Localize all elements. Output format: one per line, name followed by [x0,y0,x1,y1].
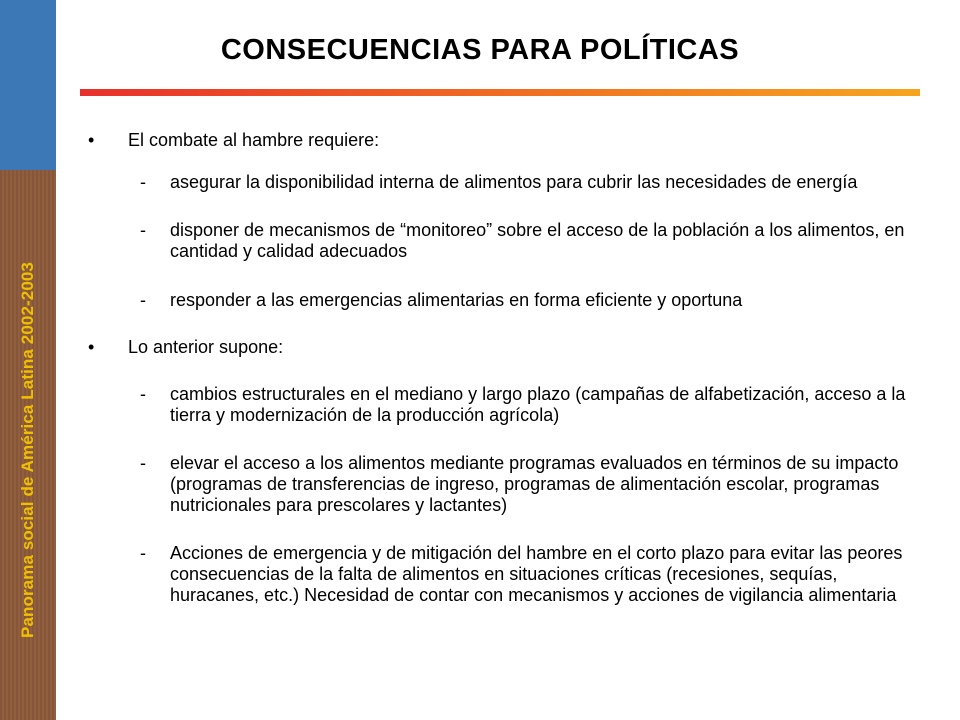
bullet-item [88,337,928,358]
sub-item [88,543,928,606]
sub-item [88,290,928,311]
sub-dash: - [140,220,146,240]
sub-item-text: asegurar la disponibilidad interna de alimentos para cubrir las necesidades de energía [170,172,858,192]
bullet-item [88,130,928,151]
sub-item-text: elevar el acceso a los alimentos mediante programas evaluados en términos de su impacto (programas de transferencias de ingreso, programas de alimentación escolar, programas nutricionales para prescolares y lactantes) [170,453,899,515]
sidebar-accent-block [0,0,56,170]
sidebar-label: Panorama social de América Latina 2002-2003 [18,262,37,638]
sidebar [0,0,56,720]
sub-item-text: Acciones de emergencia y de mitigación del hambre en el corto plazo para evitar las peores consecuencias de la falta de alimentos en situaciones críticas (recesiones, sequías, huracanes, etc.) Necesidad de contar con mecanismos y acciones de vigilancia alimentaria [170,543,903,605]
sub-item [88,384,928,426]
title-underline-bar [80,89,920,96]
sub-dash: - [140,543,146,563]
sub-item-text: responder a las emergencias alimentarias en forma eficiente y oportuna [170,290,743,310]
sub-item [88,453,928,516]
sub-dash: - [140,290,146,310]
bullet-dot: • [88,337,95,357]
bullet-dot: • [88,130,95,150]
slide-content [88,130,928,606]
sub-item-text: cambios estructurales en el mediano y largo plazo (campañas de alfabetización, acceso a la tierra y modernización de la producción agrícola) [170,384,906,425]
bullet-heading: Lo anterior supone: [128,337,284,357]
sub-item-text: disponer de mecanismos de “monitoreo” sobre el acceso de la población a los alimentos, en cantidad y calidad adecuados [170,220,905,261]
sub-dash: - [140,172,146,192]
page-title: CONSECUENCIAS PARA POLÍTICAS [220,34,740,66]
sub-item [88,220,928,262]
sub-dash: - [140,453,146,473]
bullet-heading: El combate al hambre requiere: [128,130,380,150]
sub-item [88,172,928,193]
sub-dash: - [140,384,146,404]
